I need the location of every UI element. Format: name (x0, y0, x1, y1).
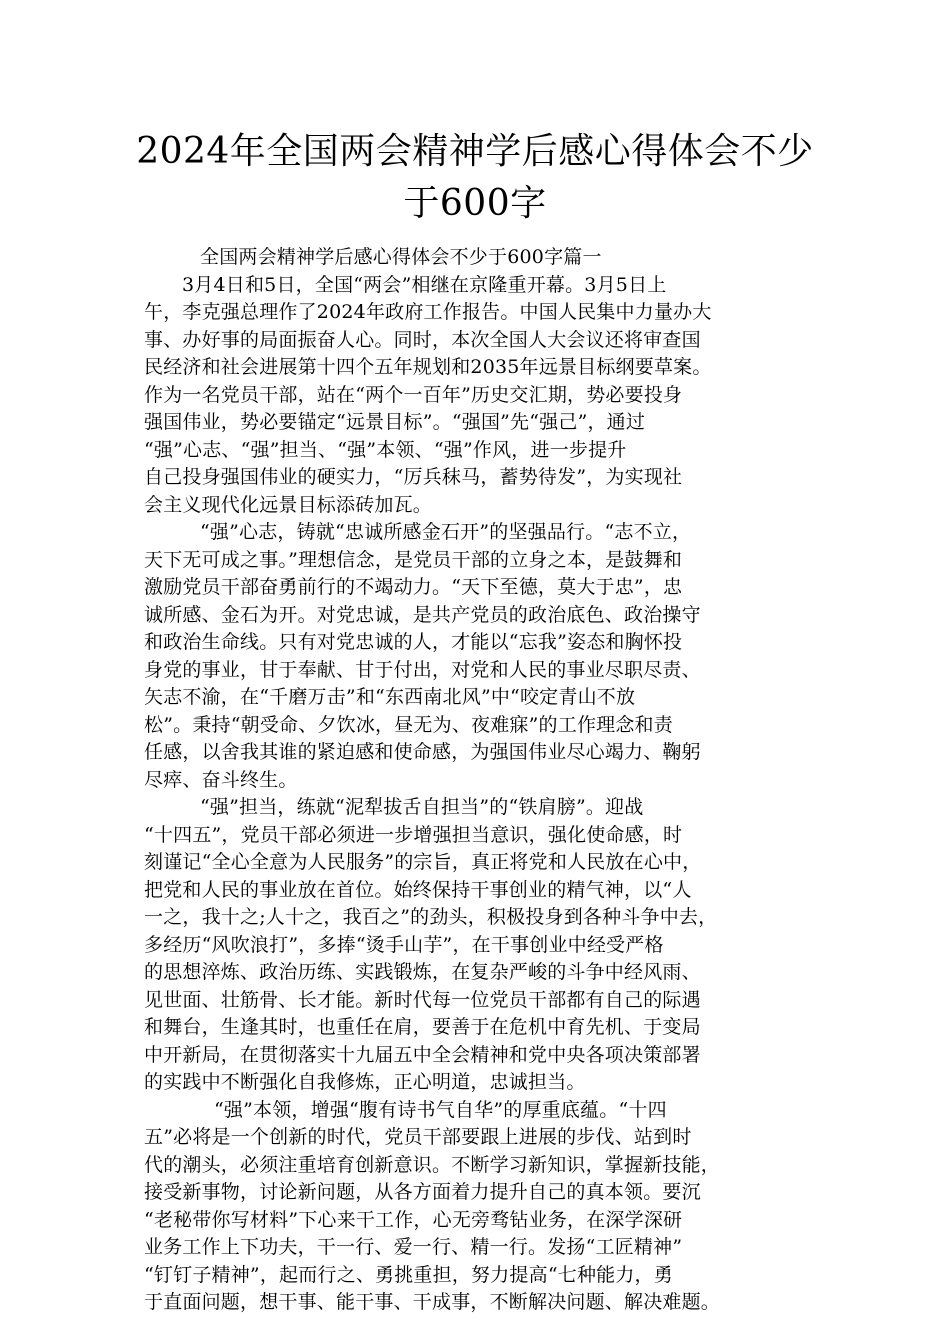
text-line: 把党和人民的事业放在首位。始终保持干事创业的精气神，以“人 (144, 878, 692, 901)
text-line: 激励党员干部奋勇前行的不竭动力。“天下至德，莫大于忠”，忠 (144, 576, 683, 598)
text-line: “强”心志、“强”担当、“强”本领、“强”作风，进一步提升 (144, 438, 627, 461)
text-line: “强”担当，练就“泥犁拔舌自担当”的“铁肩膀”。迎战 (200, 796, 644, 818)
text-line: 强国伟业，势必要锚定“远景目标”。“强国”先“强己”，通过 (144, 411, 646, 433)
text-line: 全国两会精神学后感心得体会不少于600字篇一 (200, 246, 602, 268)
title-line: 于600字 (403, 183, 547, 224)
text-line: “强”本领，增强“腹有诗书气自华”的厚重底蕴。“十四 (214, 1098, 667, 1121)
text-line: 刻谨记“全心全意为人民服务”的宗旨，真正将党和人民放在心中， (144, 851, 702, 873)
text-line: 自己投身强国伟业的硬实力，“厉兵秣马，蓄势待发”，为实现社 (144, 466, 683, 488)
text-line: 松”。秉持“朝受命、夕饮冰，昼无为、夜难寐”的工作理念和责 (144, 713, 673, 736)
text-line: 的实践中不断强化自我修炼，正心明道，忠诚担当。 (144, 1071, 586, 1093)
text-line: 矢志不渝，在“千磨万击”和“东西南北风”中“咬定青山不放 (144, 686, 636, 708)
text-line: 一之，我十之;人十之，我百之”的劲头，积极投身到各种斗争中去， (144, 906, 718, 928)
document-body (144, 244, 809, 1317)
paragraph (144, 794, 809, 1097)
document-title (100, 126, 850, 230)
text-line: 3月4日和5日，全国“两会”相继在京隆重开幕。3月5日上 (182, 273, 667, 296)
text-line: 任感，以舍我其谁的紧迫感和使命感，为强国伟业尽心竭力、鞠躬 (144, 741, 701, 763)
text-line: “强”心志，铸就“忠诚所感金石开”的坚强品行。“志不立， (200, 521, 692, 543)
paragraph (144, 244, 809, 272)
text-line: 会主义现代化远景目标添砖加瓦。 (144, 493, 433, 516)
text-line: 中开新局，在贯彻落实十九届五中全会精神和党中央各项决策部署 (144, 1043, 701, 1066)
text-line: 代的潮头，必须注重培育创新意识。不断学习新知识，掌握新技能， (144, 1153, 721, 1176)
text-line: 五”必将是一个创新的时代，党员干部要跟上进展的步伐、站到时 (144, 1126, 692, 1148)
paragraph (144, 519, 809, 794)
paragraph (144, 1097, 809, 1317)
text-line: 午，李克强总理作了2024年政府工作报告。中国人民集中力量办大 (144, 301, 712, 323)
text-line: 和舞台，生逢其时，也重任在肩，要善于在危机中育先机、于变局 (144, 1016, 701, 1038)
text-line: 于直面问题，想干事、能干事、干成事，不断解决问题、解决难题。 (144, 1291, 721, 1313)
text-line: “钉钉子精神”，起而行之、勇挑重担，努力提高“七种能力，勇 (144, 1263, 673, 1286)
text-line: 事、办好事的局面振奋人心。同时，本次全国人大会议还将审查国 (144, 328, 701, 351)
text-line: 作为一名党员干部，站在“两个一百年”历史交汇期，势必要投身 (144, 383, 683, 406)
text-line: 民经济和社会进展第十四个五年规划和2035年远景目标纲要草案。 (144, 356, 712, 378)
text-line: 多经历“风吹浪打”，多捧“烫手山芋”，在干事创业中经受严格 (144, 933, 664, 956)
text-line: 业务工作上下功夫，干一行、爱一行、精一行。发扬“工匠精神” (144, 1236, 683, 1258)
text-line: 身党的事业，甘于奉献、甘于付出，对党和人民的事业尽职尽责、 (144, 658, 701, 681)
text-line: 天下无可成之事。”理想信念，是党员干部的立身之本，是鼓舞和 (144, 548, 683, 571)
text-line: “十四五”，党员干部必须进一步增强担当意识，强化使命感，时 (144, 823, 683, 846)
text-line: 诚所感、金石为开。对党忠诚，是共产党员的政治底色、政治操守 (144, 603, 701, 626)
text-line: 接受新事物，讨论新问题，从各方面着力提升自己的真本领。要沉 (144, 1181, 701, 1203)
text-line: 见世面、壮筋骨、长才能。新时代每一位党员干部都有自己的际遇 (144, 988, 701, 1011)
title-line: 2024年全国两会精神学后感心得体会不少 (136, 131, 814, 172)
text-line: “老秘带你写材料”下心来干工作，心无旁骛钻业务，在深学深研 (144, 1208, 683, 1231)
paragraph (144, 272, 809, 520)
text-line: 和政治生命线。只有对党忠诚的人，才能以“忘我”姿态和胸怀投 (144, 631, 683, 653)
text-line: 的思想淬炼、政治历练、实践锻炼，在复杂严峻的斗争中经风雨、 (144, 961, 701, 983)
text-line: 尽瘁、奋斗终生。 (144, 768, 298, 791)
